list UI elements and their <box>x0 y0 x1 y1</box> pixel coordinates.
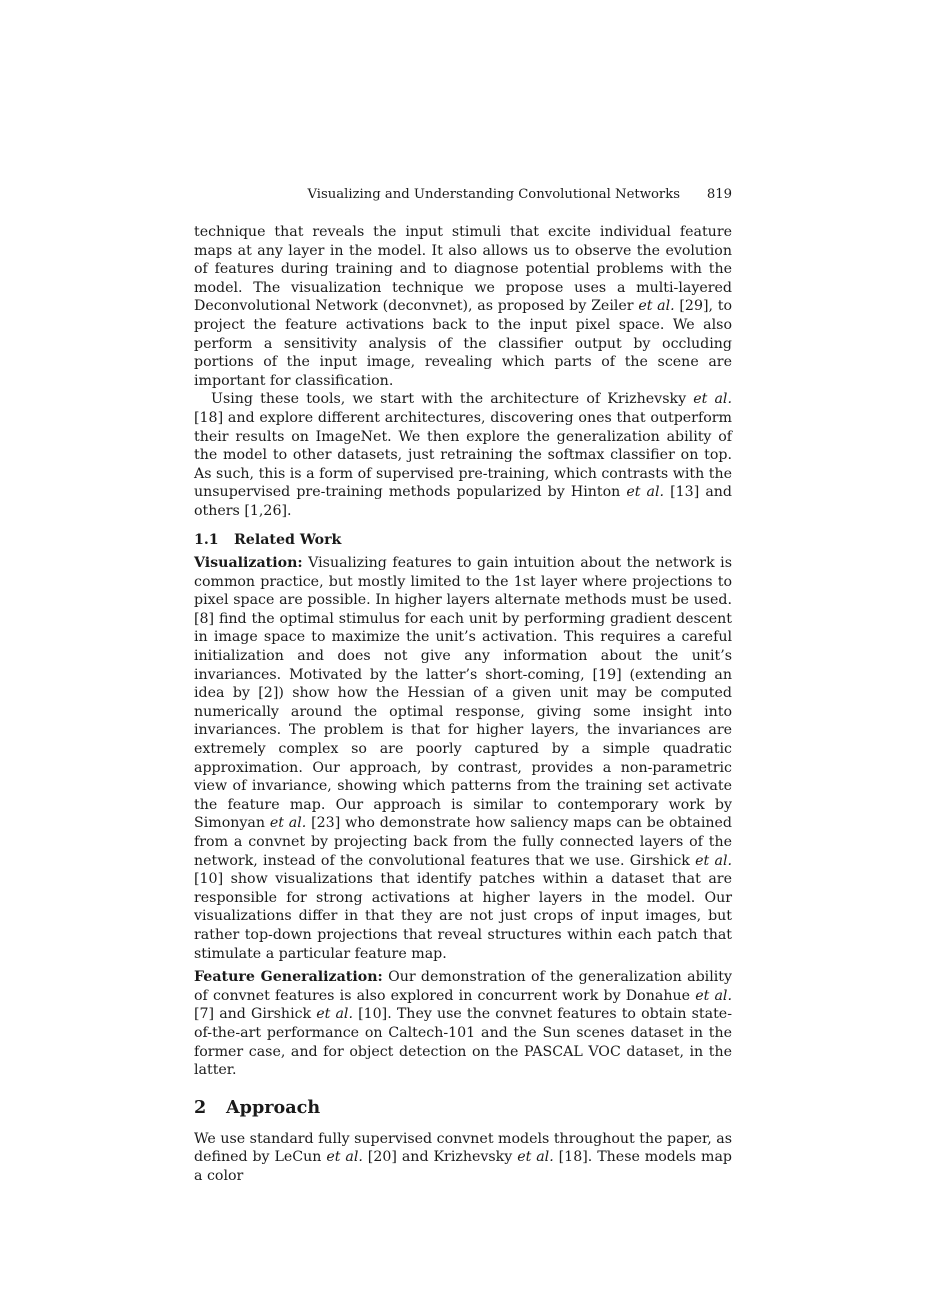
running-head <box>194 184 732 206</box>
run-in-heading-feature-generalization: Feature Generalization: <box>194 969 383 986</box>
page-number: 819 <box>706 187 732 202</box>
section-heading-approach <box>194 1097 732 1119</box>
section-number: 2 <box>194 1096 207 1118</box>
intro-paragraph-1: technique that reveals the input stimuli that excite individual feature maps at any layer in the model. It also allows us to observe the evolution of features during training and to diagnose potential problems with the model. The visualization technique we propose uses a multi-layered Deconvolutional Network (deconvnet), as proposed by Zeiler et al. [29], to project the feature activations back to the input pixel space. We also perform a sensitivity analysis of the classifier output by occluding portions of the input image, revealing which parts of the scene are important for classification. <box>194 224 732 389</box>
intro-paragraph-2: Using these tools, we start with the architecture of Krizhevsky et al. [18] and explore different architectures, discovering ones that outperform their results on ImageNet. We then explore the generalization ability of the model to other datasets, just retraining the softmax classifier on top. As such, this is a form of supervised pre-training, which contrasts with the unsupervised pre-training methods popularized by Hinton et al. [13] and others [1,26]. <box>194 391 732 519</box>
subsection-heading-related-work <box>194 531 732 550</box>
subsection-title: Related Work <box>234 531 342 548</box>
paper-page <box>194 184 732 1186</box>
body-text <box>194 223 732 1186</box>
subsection-number: 1.1 <box>194 531 219 548</box>
run-in-heading-visualization: Visualization: <box>194 555 303 572</box>
visualization-paragraph: Visualization: Visualizing features to gain intuition about the network is common practice, but mostly limited to the 1st layer where projections to pixel space are possible. In higher layers alternate methods must be used. [8] find the optimal stimulus for each unit by performing gradient descent in image space to maximize the unit’s activation. This requires a careful initialization and does not give any information about the unit’s invariances. Motivated by the latter’s short-coming, [19] (extending an idea by [2]) show how the Hessian of a given unit may be computed numerically around the optimal response, giving some insight into invariances. The problem is that for higher layers, the invariances are extremely complex so are poorly captured by a simple quadratic approximation. Our approach, by contrast, provides a non-parametric view of invariance, showing which patterns from the training set activate the feature map. Our approach is similar to contemporary work by Simonyan et al. [23] who demonstrate how saliency maps can be obtained from a convnet by projecting back from the fully connected layers of the network, instead of the convolutional features that we use. Girshick et al. [10] show visualizations that identify patches within a dataset that are responsible for strong activations at higher layers in the model. Our visualizations differ in that they are not just crops of input images, but rather top-down projections that reveal structures within each patch that stimulate a particular feature map. <box>194 555 732 962</box>
running-title: Visualizing and Understanding Convolutional Networks <box>307 187 680 202</box>
approach-paragraph-1: We use standard fully supervised convnet models throughout the paper, as defined by LeCun et al. [20] and Krizhevsky et al. [18]. These models map a color <box>194 1130 732 1184</box>
feature-generalization-paragraph: Feature Generalization: Our demonstration of the generalization ability of convnet features is also explored in concurrent work by Donahue et al. [7] and Girshick et al. [10]. They use the convnet features to obtain state-of-the-art performance on Caltech-101 and the Sun scenes dataset in the former case, and for object detection on the PASCAL VOC dataset, in the latter. <box>194 969 732 1079</box>
section-title: Approach <box>226 1096 321 1118</box>
